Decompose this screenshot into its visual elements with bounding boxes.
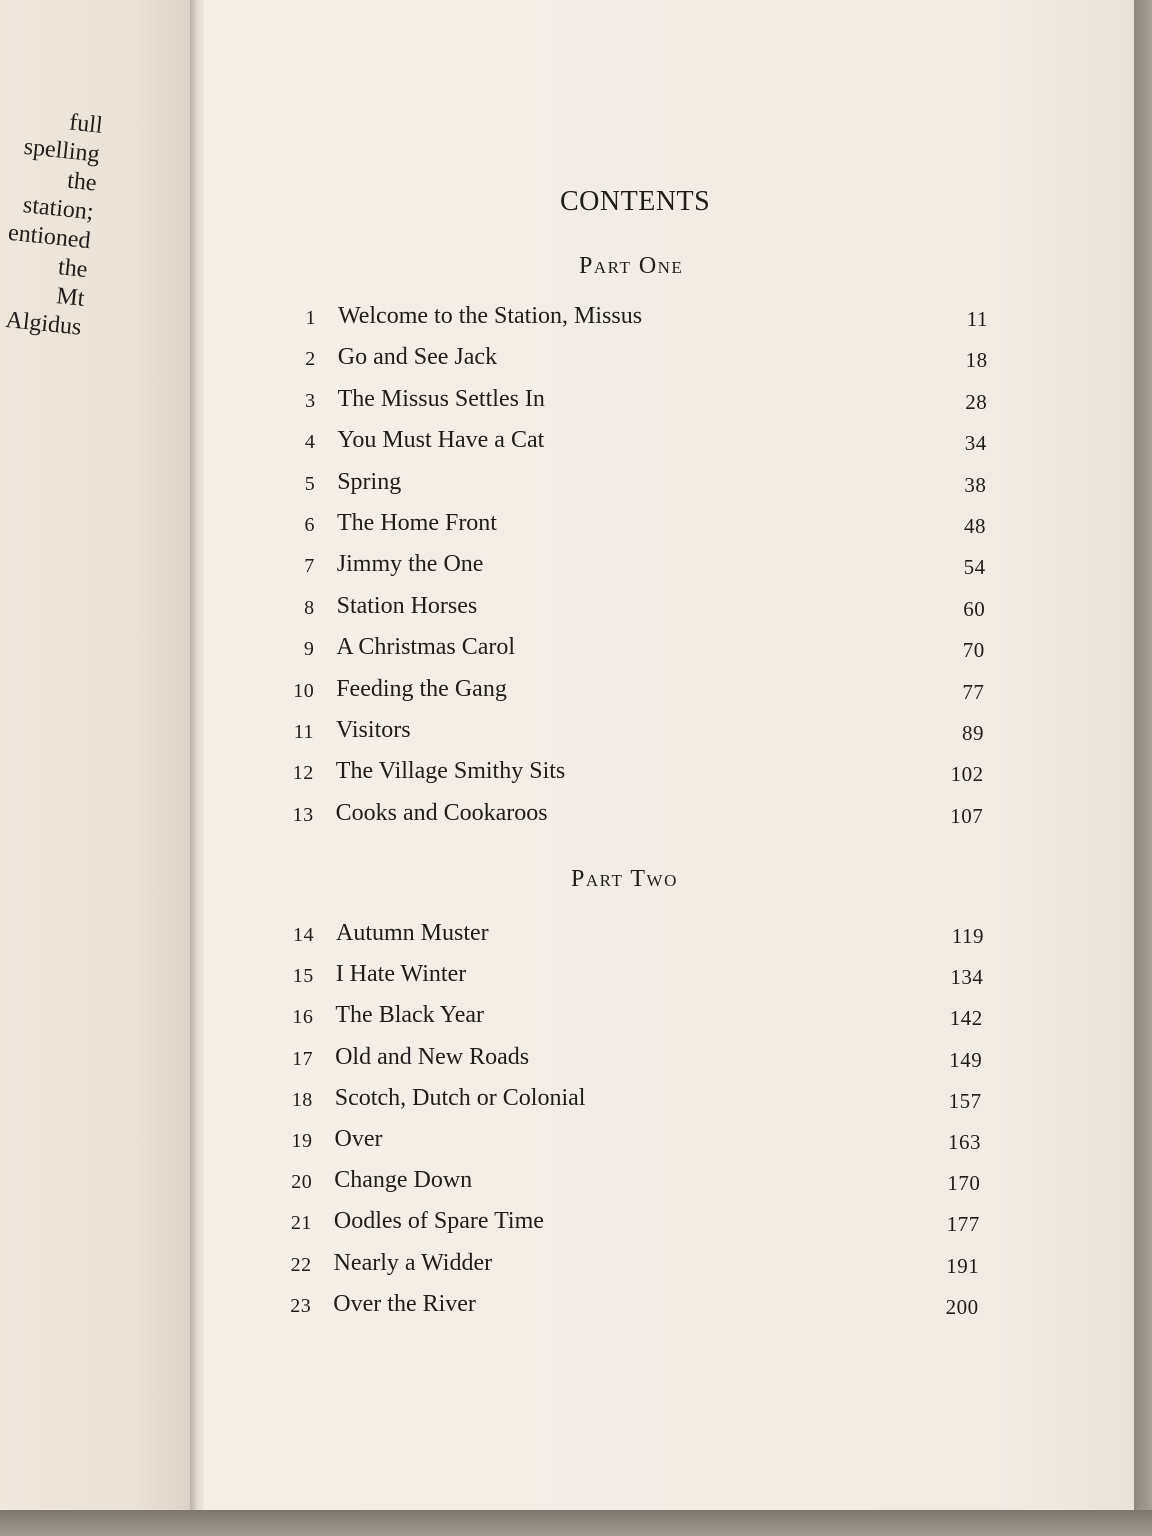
chapter-page: 163 [948, 1130, 981, 1154]
toc-entry [270, 634, 990, 666]
chapter-number: 20 [291, 1171, 313, 1194]
part-one-heading: Part One [579, 253, 684, 279]
toc-entry [272, 303, 992, 335]
chapter-number: 21 [290, 1212, 312, 1235]
chapter-number: 11 [293, 721, 314, 743]
chapter-page: 107 [950, 803, 984, 828]
chapter-title: Autumn Muster [336, 920, 489, 946]
chapter-page: 38 [964, 472, 987, 497]
chapter-page: 28 [965, 389, 988, 414]
toc-entry [269, 1044, 989, 1076]
chapter-title: Station Horses [336, 592, 478, 619]
chapter-page: 89 [962, 721, 984, 745]
chapter-number: 8 [304, 596, 315, 619]
chapter-page: 102 [950, 762, 984, 787]
right-page [204, 0, 1136, 1512]
chapter-page: 34 [964, 431, 987, 456]
chapter-number: 19 [291, 1130, 313, 1152]
chapter-number: 5 [304, 472, 316, 495]
toc-entry [270, 961, 990, 993]
toc-entry [271, 510, 991, 542]
chapter-page: 191 [946, 1253, 980, 1278]
chapter-number: 6 [304, 514, 315, 536]
chapter-title: Go and See Jack [337, 344, 498, 371]
chapter-title: Feeding the Gang [336, 675, 507, 702]
chapter-page: 18 [965, 348, 988, 373]
chapter-page: 134 [950, 965, 984, 990]
toc-entry [270, 676, 990, 708]
chapter-title: Jimmy the One [336, 551, 484, 578]
chapter-page: 70 [962, 638, 985, 663]
chapter-page: 200 [945, 1294, 979, 1319]
chapter-number: 18 [291, 1088, 313, 1111]
chapter-number: 23 [290, 1294, 312, 1317]
chapter-page: 149 [949, 1047, 983, 1072]
left-page-line: entioned the [6, 219, 92, 284]
toc-entry [269, 1002, 989, 1034]
chapter-title: The Home Front [337, 510, 497, 536]
chapter-title: The Black Year [335, 1002, 485, 1029]
chapter-page: 11 [966, 307, 988, 331]
left-page-text [0, 101, 104, 343]
chapter-number: 2 [305, 348, 316, 371]
chapter-number: 17 [292, 1047, 314, 1070]
toc-entry [270, 758, 990, 790]
toc-entry [271, 551, 991, 583]
chapter-number: 1 [305, 307, 316, 329]
chapter-page: 157 [948, 1088, 982, 1113]
chapter-title: Oodles of Spare Time [333, 1208, 544, 1235]
part-two-heading: Part Two [571, 866, 678, 892]
bottom-edge [0, 1510, 1152, 1536]
chapter-page: 142 [949, 1006, 983, 1031]
chapter-page: 54 [963, 555, 986, 580]
contents-title: CONTENTS [560, 186, 711, 217]
chapter-title: Change Down [334, 1167, 473, 1194]
chapter-number: 7 [304, 555, 315, 578]
chapter-title: The Village Smithy Sits [335, 758, 566, 785]
chapter-number: 4 [304, 431, 316, 454]
chapter-page: 48 [964, 514, 986, 538]
chapter-page: 77 [962, 679, 985, 704]
chapter-title: Spring [337, 468, 402, 495]
toc-entry [267, 1291, 987, 1323]
chapter-number: 10 [293, 679, 315, 702]
chapter-number: 12 [292, 762, 314, 785]
toc-entry [270, 920, 990, 952]
toc-entry [269, 1126, 989, 1158]
toc-entry [272, 386, 992, 418]
page-edge [1134, 0, 1152, 1536]
chapter-page: 170 [947, 1171, 981, 1196]
toc-entry [270, 800, 990, 832]
left-page-line: the station; [21, 167, 98, 226]
chapter-number: 9 [303, 638, 315, 661]
toc-entry [268, 1250, 988, 1282]
left-page-line: full spelling [22, 109, 104, 168]
toc-entry [270, 717, 990, 749]
chapter-title: Over the River [333, 1290, 476, 1317]
left-page [0, 0, 190, 1510]
chapter-title: Visitors [336, 717, 411, 743]
toc-entry [268, 1208, 988, 1240]
chapter-title: A Christmas Carol [336, 634, 516, 661]
chapter-title: Nearly a Widder [333, 1249, 493, 1276]
chapter-page: 177 [946, 1212, 980, 1237]
chapter-page: 119 [951, 924, 984, 948]
chapter-number: 3 [305, 389, 316, 412]
chapter-title: You Must Have a Cat [337, 427, 545, 454]
toc-entry [271, 427, 991, 459]
toc-entry [271, 593, 991, 625]
toc-entry [272, 344, 992, 376]
chapter-number: 14 [293, 924, 314, 946]
chapter-title: Over [334, 1126, 383, 1152]
chapter-number: 22 [290, 1253, 312, 1276]
left-page-line: Mt Algidus [4, 283, 86, 341]
toc-entry [268, 1167, 988, 1199]
chapter-number: 16 [292, 1006, 314, 1029]
chapter-number: 15 [292, 965, 314, 988]
toc-entry [271, 469, 991, 501]
chapter-page: 60 [963, 596, 986, 621]
chapter-title: Welcome to the Station, Missus [338, 303, 643, 329]
chapter-title: Scotch, Dutch or Colonial [334, 1084, 586, 1111]
chapter-title: I Hate Winter [335, 961, 467, 988]
chapter-title: Old and New Roads [335, 1043, 530, 1070]
chapter-number: 13 [292, 803, 314, 826]
toc-entry [269, 1085, 989, 1117]
chapter-title: Cooks and Cookaroos [335, 799, 548, 826]
chapter-title: The Missus Settles In [337, 385, 545, 412]
